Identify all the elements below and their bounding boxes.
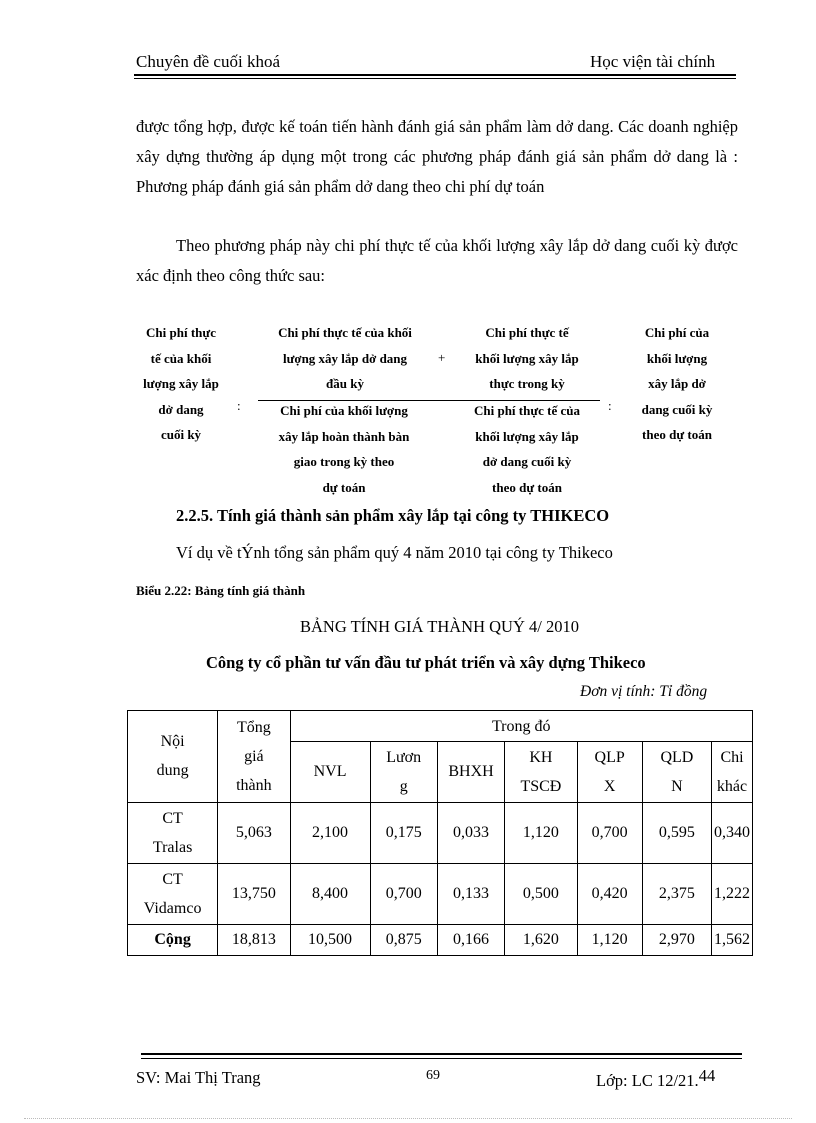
header-cell-depreciation: KH TSCĐ (505, 742, 577, 803)
total-value: 1,562 (712, 924, 753, 955)
cell-value: 0,175 (370, 802, 437, 863)
company-name: Công ty cổ phần tư vấn đầu tư phát triển và xây dựng Thikeco (206, 653, 646, 672)
total-value: 10,500 (290, 924, 370, 955)
header-cell-salary: Lươn g (370, 742, 437, 803)
table-header-row (128, 711, 753, 742)
cost-table (127, 710, 753, 956)
formula-numerator-begin: Chi phí thực tế của khối lượng xây lắp dở dang đầu kỳ (278, 325, 412, 391)
page-number: 69 (426, 1068, 440, 1083)
example-line: Ví dụ về tÝnh tổng sản phẩm quý 4 năm 2010 tại công ty Thikeco (176, 543, 613, 562)
table-row (128, 802, 753, 863)
formula-denominator-wip: Chi phí thực tế của khối lượng xây lắp dở dang cuối kỳ theo dự toán (473, 403, 581, 495)
formula-denominator-completed: Chi phí của khối lượng xây lắp hoàn thành bàn giao trong kỳ theo dự toán (278, 403, 410, 495)
header-cell-breakdown: Trong đó (290, 711, 753, 742)
total-value: 0,166 (437, 924, 504, 955)
footer-class: Lớp: LC 12/21.44 (596, 1066, 716, 1090)
header-cell-nvl: NVL (290, 742, 370, 803)
cell-value: 1,222 (712, 863, 753, 924)
cell-value: 0,700 (577, 802, 642, 863)
header-cell-bhxh: BHXH (437, 742, 504, 803)
paragraph-continuation: được tổng hợp, được kế toán tiến hành đánh giá sản phẩm làm dở dang. Các doanh nghiệp xây dựng thường áp dụng một trong các phương pháp đánh giá sản phẩm dở dang là : Phương pháp đánh giá sản phẩm dở dang theo chi phí dự toán (136, 117, 738, 196)
paragraph-method: Theo phương pháp này chi phí thực tế của khối lượng xây lắp dở dang cuối kỳ được xác định theo công thức sau: (136, 236, 738, 285)
row-name: CT Vidamco (128, 863, 218, 924)
formula-numerator-current: Chi phí thực tế khối lượng xây lắp thực trong kỳ (475, 325, 579, 391)
header-cell-total: Tổng giá thành (218, 711, 290, 803)
total-value: 2,970 (642, 924, 711, 955)
header-cell-other: Chi khác (712, 742, 753, 803)
header-cell-qldn: QLD N (642, 742, 711, 803)
header-cell-qlpx: QLP X (577, 742, 642, 803)
total-value: 0,875 (370, 924, 437, 955)
cell-value: 0,133 (437, 863, 504, 924)
running-header-right: Học viện tài chính (590, 52, 716, 71)
total-grand: 18,813 (218, 924, 290, 955)
figure-caption: Biểu 2.22: Bảng tính giá thành (136, 583, 306, 598)
total-value: 1,620 (505, 924, 577, 955)
table-total-row (128, 924, 753, 955)
cell-value: 8,400 (290, 863, 370, 924)
formula-rhs: Chi phí của khối lượng xây lắp dở dang cuối kỳ theo dự toán (641, 325, 713, 442)
total-label: Cộng (128, 924, 218, 955)
header-rule (134, 74, 736, 76)
formula-equals: : (237, 398, 241, 413)
footer-rule-thin (141, 1058, 742, 1059)
cell-value: 0,033 (437, 802, 504, 863)
cell-value: 0,595 (642, 802, 711, 863)
cell-value: 0,340 (712, 802, 753, 863)
cell-value: 0,700 (370, 863, 437, 924)
cell-value: 2,375 (642, 863, 711, 924)
table-title: BẢNG TÍNH GIÁ THÀNH QUÝ 4/ 2010 (300, 617, 579, 636)
footer-student: SV: Mai Thị Trang (136, 1068, 261, 1087)
formula-plus: + (438, 350, 446, 365)
unit-note: Đơn vị tính: Tỉ đồng (580, 683, 708, 700)
cell-value: 2,100 (290, 802, 370, 863)
footer-rule (141, 1053, 742, 1055)
table-row (128, 863, 753, 924)
footer-class-suffix: 44 (698, 1066, 716, 1085)
total-value: 1,120 (577, 924, 642, 955)
page-edge-dots (24, 1118, 792, 1119)
row-name: CT Tralas (128, 802, 218, 863)
cell-value: 0,500 (505, 863, 577, 924)
header-rule-thin (134, 78, 736, 79)
running-header-left: Chuyên đề cuối khoá (136, 52, 280, 71)
cell-value: 0,420 (577, 863, 642, 924)
cell-value: 1,120 (505, 802, 577, 863)
row-total: 5,063 (218, 802, 290, 863)
formula-multiply: : (608, 398, 612, 413)
section-heading: 2.2.5. Tính giá thành sản phẩm xây lắp tại công ty THIKECO (176, 506, 610, 525)
formula-lhs: Chi phí thực tế của khối lượng xây lắp dở dang cuối kỳ (143, 325, 219, 442)
header-cell-item: Nội dung (128, 711, 218, 803)
row-total: 13,750 (218, 863, 290, 924)
